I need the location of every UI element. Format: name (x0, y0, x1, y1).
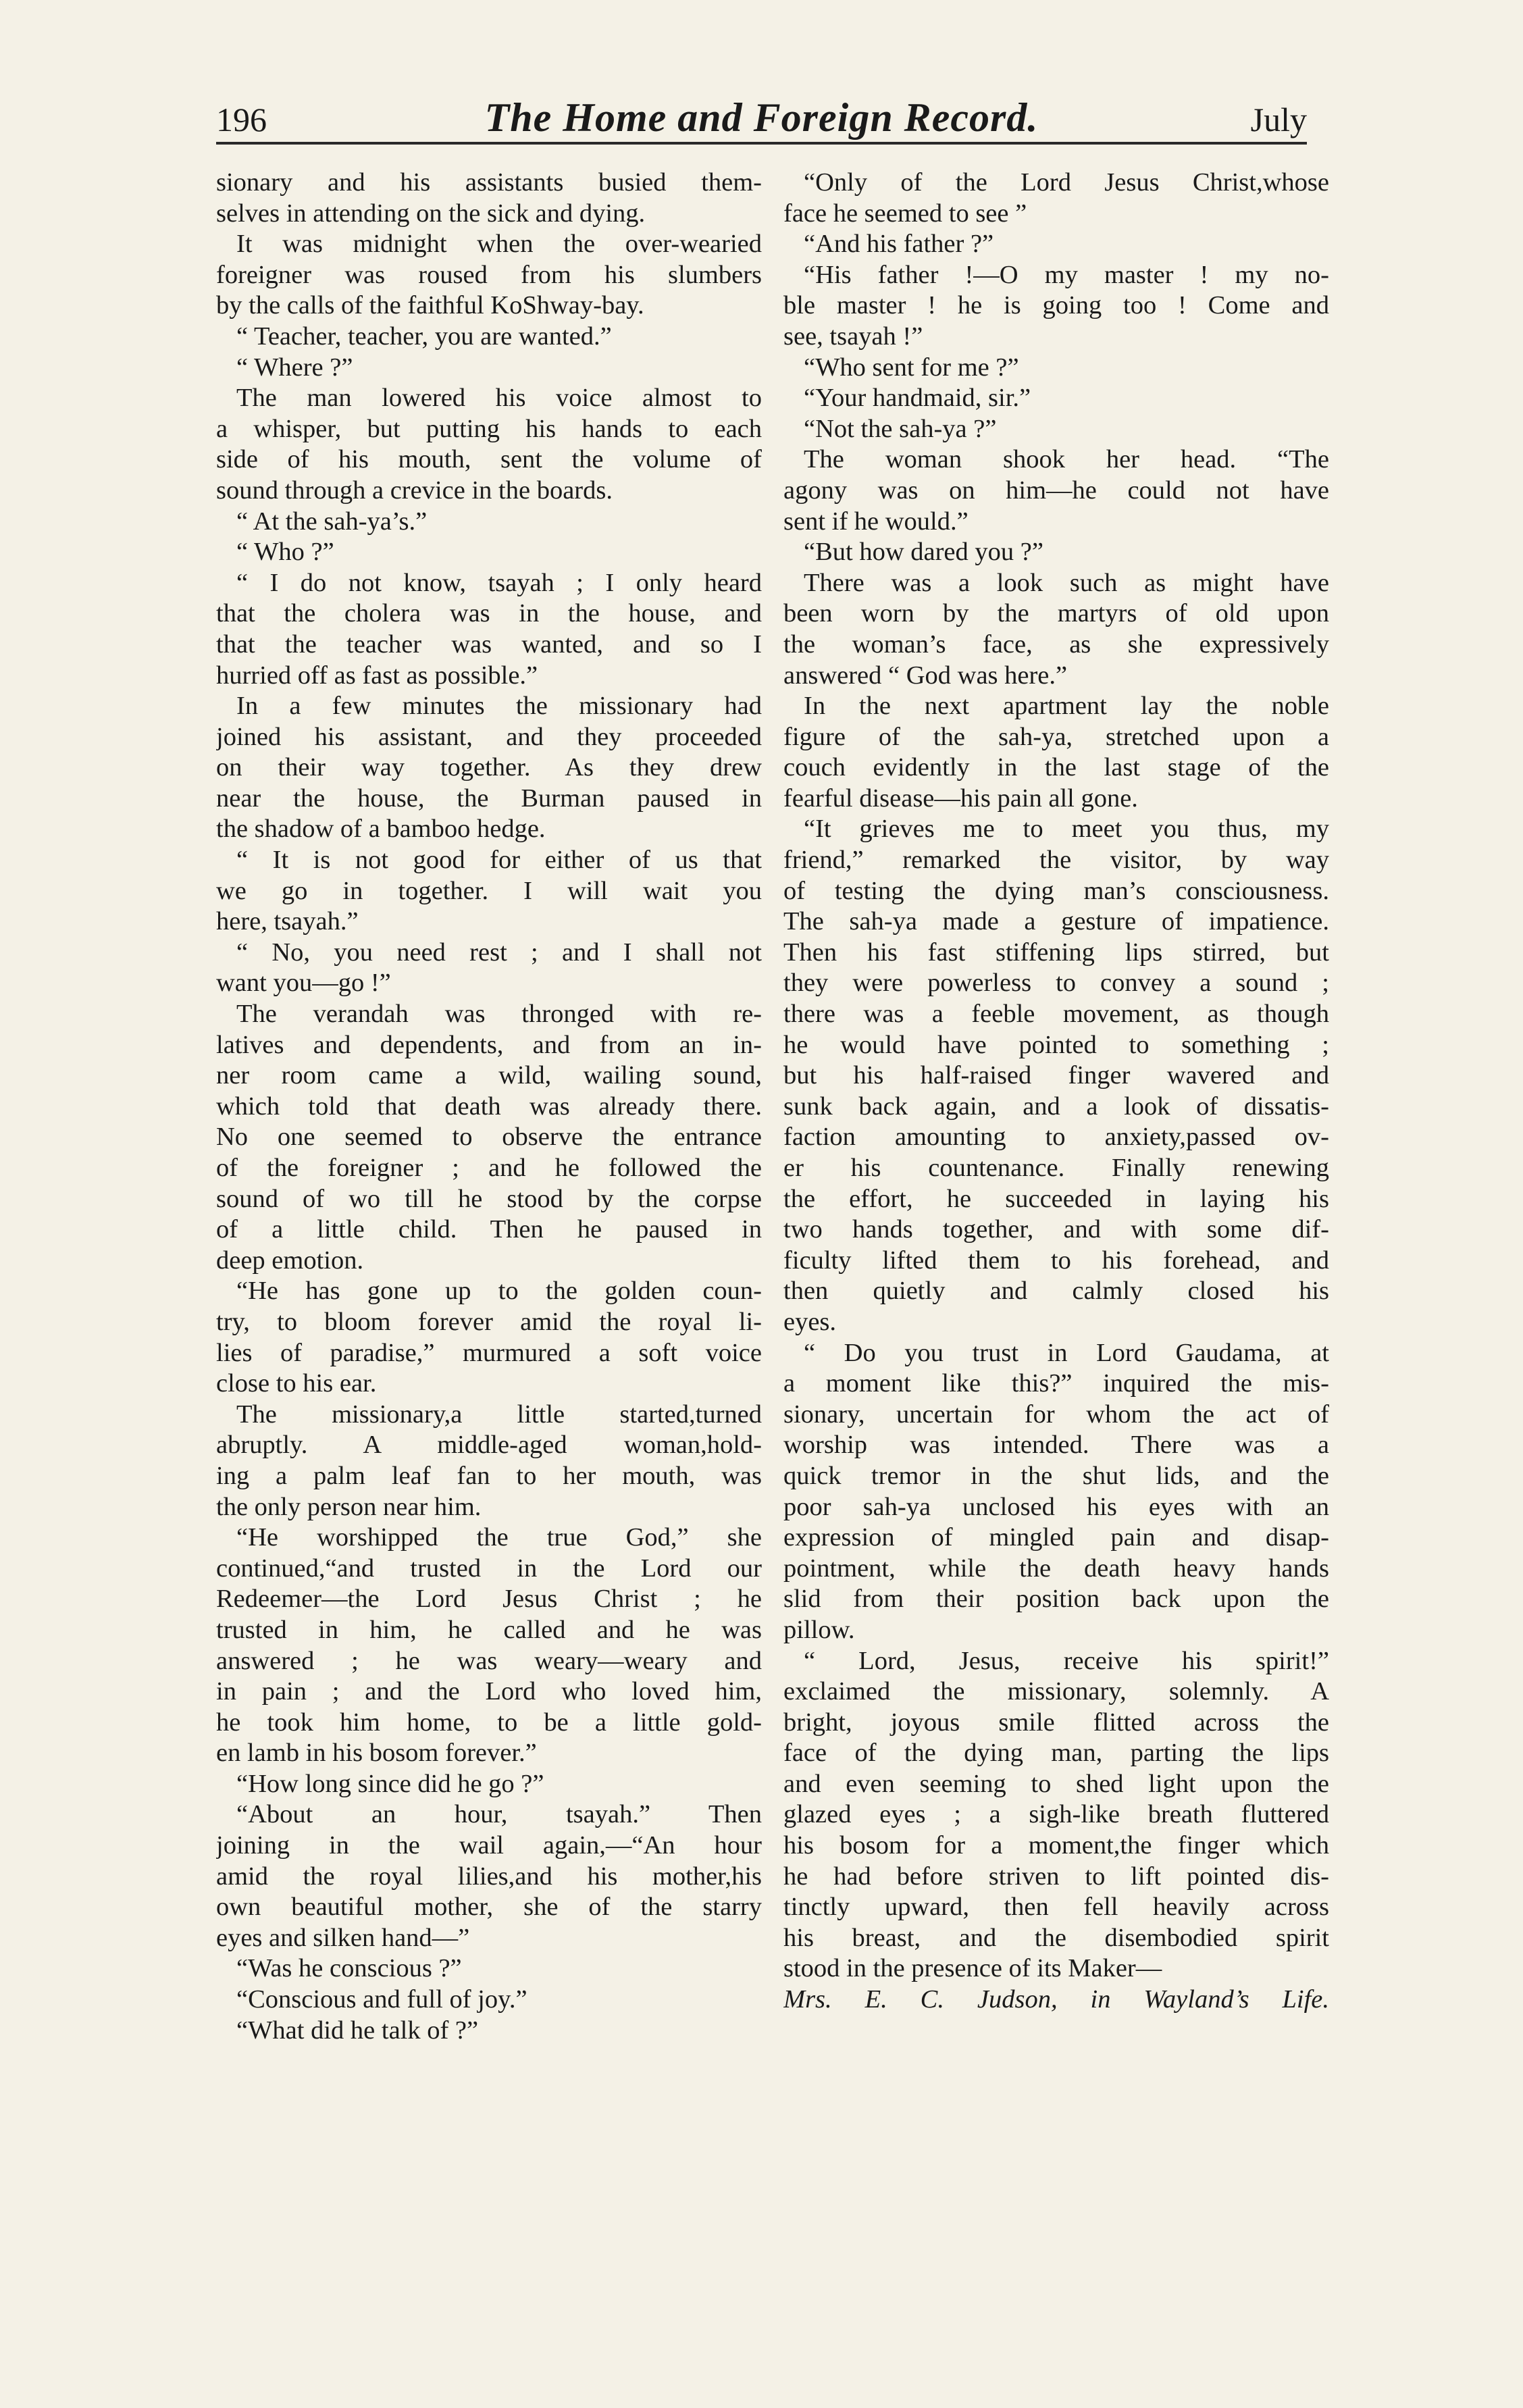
text-line: “Not the sah-ya ?” (804, 414, 997, 443)
text-line: on their way together. As they drew (216, 753, 762, 782)
text-line: the woman’s face, as she expressively (783, 630, 1329, 659)
text-line: en lamb in his bosom forever.” (216, 1739, 537, 1768)
text-line: exclaimed the missionary, solemnly. A (783, 1677, 1329, 1706)
text-line: his breast, and the disembodied spirit (783, 1923, 1329, 1952)
text-line: poor sah-ya unclosed his eyes with an (783, 1492, 1329, 1521)
text-line: “ Lord, Jesus, receive his spirit!” (804, 1646, 1329, 1675)
text-line: abruptly. A middle-aged woman,hold- (216, 1431, 762, 1460)
text-line: “Who sent for me ?” (804, 353, 1019, 382)
left-column (216, 168, 762, 2046)
text-line: fearful disease—his pain all gone. (783, 784, 1138, 813)
text-line: latives and dependents, and from an in- (216, 1030, 762, 1059)
text-line: eyes and silken hand—” (216, 1923, 470, 1952)
text-line: that the cholera was in the house, and (216, 599, 762, 628)
text-line: eyes. (783, 1307, 837, 1336)
text-line: “Was he conscious ?” (236, 1954, 462, 1983)
text-line: “He has gone up to the golden coun- (236, 1277, 762, 1306)
text-line: near the house, the Burman paused in (216, 784, 762, 813)
text-line: “Only of the Lord Jesus Christ,whose (804, 168, 1329, 197)
text-line: The missionary,a little started,turned (236, 1400, 762, 1429)
text-line: of a little child. Then he paused in (216, 1215, 762, 1244)
page-header (216, 80, 1307, 140)
text-line: ing a palm leaf fan to her mouth, was (216, 1461, 762, 1490)
text-line: joining in the wail again,—“An hour (216, 1831, 762, 1860)
text-line: sent if he would.” (783, 507, 969, 536)
text-line: “And his father ?” (804, 230, 994, 259)
text-line: faction amounting to anxiety,passed ov- (783, 1123, 1329, 1152)
text-line: two hands together, and with some dif- (783, 1215, 1329, 1244)
text-line: There was a look such as might have (804, 568, 1329, 597)
text-line: sound of wo till he stood by the corpse (216, 1184, 762, 1213)
text-line: Then his fast stiffening lips stirred, but (783, 938, 1329, 967)
text-line: but his half-raised finger wavered and (783, 1061, 1329, 1090)
text-line: slid from their position back upon the (783, 1585, 1329, 1614)
text-line: he had before striven to lift pointed dis- (783, 1862, 1329, 1891)
text-line: “His father !—O my master ! my no- (804, 260, 1329, 289)
text-line: the effort, he succeeded in laying his (783, 1184, 1329, 1213)
text-line: amid the royal lilies,and his mother,his (216, 1862, 762, 1891)
text-line: sionary and his assistants busied them- (216, 168, 762, 197)
text-line: close to his ear. (216, 1369, 377, 1398)
text-line: bright, joyous smile flitted across the (783, 1708, 1329, 1737)
text-line: “ Teacher, teacher, you are wanted.” (236, 322, 612, 351)
text-line: “How long since did he go ?” (236, 1769, 544, 1798)
text-line: The verandah was thronged with re- (236, 1000, 762, 1029)
text-line: deep emotion. (216, 1246, 364, 1275)
text-line: continued,“and trusted in the Lord our (216, 1554, 762, 1583)
page-number: 196 (216, 101, 267, 138)
text-line: ble master ! he is going too ! Come and (783, 291, 1329, 320)
text-line: friend,” remarked the visitor, by way (783, 846, 1329, 875)
text-line: worship was intended. There was a (783, 1431, 1329, 1460)
text-line: lies of paradise,” murmured a soft voice (216, 1338, 762, 1367)
text-line: face of the dying man, parting the lips (783, 1739, 1329, 1768)
text-line: want you—go !” (216, 969, 391, 998)
text-line: “He worshipped the true God,” she (236, 1523, 762, 1552)
text-line: foreigner was roused from his slumbers (216, 260, 762, 289)
text-line: couch evidently in the last stage of the (783, 753, 1329, 782)
text-line: of the foreigner ; and he followed the (216, 1154, 762, 1182)
text-line: It was midnight when the over-wearied (236, 230, 762, 259)
text-line: pointment, while the death heavy hands (783, 1554, 1329, 1583)
text-line: pillow. (783, 1615, 855, 1644)
text-line: The woman shook her head. “The (804, 445, 1329, 474)
journal-title: The Home and Foreign Record. (484, 95, 1039, 140)
text-line: here, tsayah.” (216, 907, 359, 936)
text-line: face he seemed to see ” (783, 199, 1027, 228)
text-line: ficulty lifted them to his forehead, and (783, 1246, 1329, 1275)
text-line: answered “ God was here.” (783, 661, 1068, 690)
text-line: expression of mingled pain and disap- (783, 1523, 1329, 1552)
text-line: there was a feeble movement, as though (783, 1000, 1329, 1029)
text-line: try, to bloom forever amid the royal li- (216, 1307, 762, 1336)
text-line: In a few minutes the missionary had (236, 692, 762, 721)
text-line: glazed eyes ; a sigh-like breath fluttered (783, 1800, 1329, 1829)
issue-month: July (1250, 101, 1307, 138)
text-line: “Conscious and full of joy.” (236, 1985, 527, 2014)
text-line: “ Who ?” (236, 538, 334, 567)
text-line: we go in together. I will wait you (216, 876, 762, 905)
text-line: he took him home, to be a little gold- (216, 1708, 762, 1737)
text-line: a moment like this?” inquired the mis- (783, 1369, 1329, 1398)
text-line: sunk back again, and a look of dissatis- (783, 1092, 1329, 1121)
text-line: “ Where ?” (236, 353, 353, 382)
text-line: hurried off as fast as possible.” (216, 661, 538, 690)
text-line: “ No, you need rest ; and I shall not (236, 938, 762, 967)
text-line: a whisper, but putting his hands to each (216, 414, 762, 443)
text-line: his bosom for a moment,the finger which (783, 1831, 1329, 1860)
text-line: sionary, uncertain for whom the act of (783, 1400, 1329, 1429)
text-line: in pain ; and the Lord who loved him, (216, 1677, 762, 1706)
text-line: by the calls of the faithful KoShway-bay. (216, 291, 644, 320)
text-line: the shadow of a bamboo hedge. (216, 815, 546, 844)
text-line: stood in the presence of its Maker— (783, 1954, 1162, 1983)
text-line: and even seeming to shed light upon the (783, 1769, 1329, 1798)
text-line: ner room came a wild, wailing sound, (216, 1061, 762, 1090)
text-line: see, tsayah !” (783, 322, 923, 351)
text-line: quick tremor in the shut lids, and the (783, 1461, 1329, 1490)
text-line: No one seemed to observe the entrance (216, 1123, 762, 1152)
text-line: answered ; he was weary—weary and (216, 1646, 762, 1675)
text-line: he would have pointed to something ; (783, 1030, 1329, 1059)
text-line: er his countenance. Finally renewing (783, 1154, 1329, 1182)
text-line: Redeemer—the Lord Jesus Christ ; he (216, 1585, 762, 1614)
text-line: then quietly and calmly closed his (783, 1277, 1329, 1306)
text-line: tinctly upward, then fell heavily across (783, 1893, 1329, 1922)
header-rule (216, 142, 1307, 145)
text-line: “About an hour, tsayah.” Then (236, 1800, 762, 1829)
text-line: The sah-ya made a gesture of impatience. (783, 907, 1329, 936)
text-line: of testing the dying man’s consciousness. (783, 876, 1329, 905)
text-line: “ I do not know, tsayah ; I only heard (236, 568, 762, 597)
text-line: Mrs. E. C. Judson, in Wayland’s Life. (783, 1985, 1329, 2014)
right-column (783, 168, 1329, 2016)
text-line: joined his assistant, and they proceeded (216, 722, 762, 751)
text-line: “What did he talk of ?” (236, 2016, 479, 2045)
text-line: In the next apartment lay the noble (804, 692, 1329, 721)
text-line: The man lowered his voice almost to (236, 384, 762, 413)
text-line: “ Do you trust in Lord Gaudama, at (804, 1338, 1329, 1367)
text-line: that the teacher was wanted, and so I (216, 630, 762, 659)
text-line: “Your handmaid, sir.” (804, 384, 1031, 413)
text-line: “ It is not good for either of us that (236, 846, 762, 875)
text-line: “It grieves me to meet you thus, my (804, 815, 1329, 844)
text-line: they were powerless to convey a sound ; (783, 969, 1329, 998)
text-line: the only person near him. (216, 1492, 482, 1521)
text-line: been worn by the martyrs of old upon (783, 599, 1329, 628)
text-line: sound through a crevice in the boards. (216, 476, 613, 505)
text-line: agony was on him—he could not have (783, 476, 1329, 505)
text-line: own beautiful mother, she of the starry (216, 1893, 762, 1922)
text-line: “But how dared you ?” (804, 538, 1043, 567)
text-line: “ At the sah-ya’s.” (236, 507, 428, 536)
text-line: trusted in him, he called and he was (216, 1615, 762, 1644)
text-line: figure of the sah-ya, stretched upon a (783, 722, 1329, 751)
text-line: side of his mouth, sent the volume of (216, 445, 762, 474)
text-line: selves in attending on the sick and dying. (216, 199, 646, 228)
text-line: which told that death was already there. (216, 1092, 762, 1121)
